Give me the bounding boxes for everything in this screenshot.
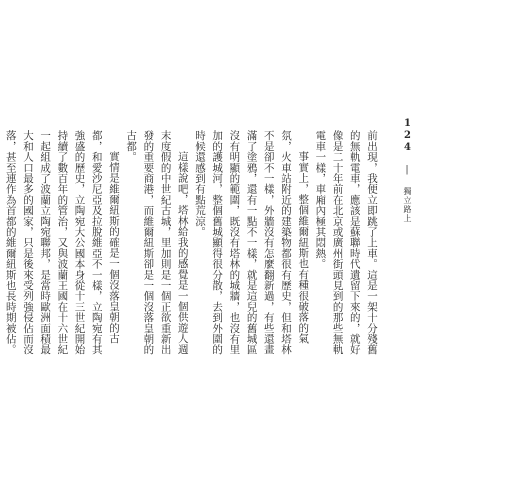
- paragraph-3: 這樣說吧，塔林給我的感覺是一個供遊人週末度假的中世紀古城，里加則是一個正欲重新出發的重要商港，而維爾紐斯卻是一個沒落皇朝的古都。: [125, 130, 189, 355]
- paragraph-4: 實情是維爾紐斯的確是一個沒落皇朝的古都，和愛沙尼亞及拉脫維亞不一樣，立陶宛有其強盛的歷史，立陶宛大公國本身從十三世紀開始持續了數百年的管治，又與波蘭王國在十六世紀一起組成了波蘭立陶宛聯邦，是當時歐洲面積最大和人口最多的國家，只是後來受列強侵佔而沒落，甚至連作為首都的維爾紐斯也長時期被佔。: [4, 130, 120, 355]
- paragraph-2: 事實上，整個維爾紐斯也有種很破落的氣氛，火車站附近的建築物都很有歷史，但和塔林不是卻不一樣，外牆沒有怎麼翻新過，有些還畫滿了塗鴉，還有一點不一樣，就是這兒的舊城區沒有明顯的範圍，既沒有塔林的城牆，也沒有里加的護城河，整個舊城顯得很分散，去到外圍的時候還感到有點荒涼。: [193, 130, 310, 355]
- running-header: [400, 118, 414, 223]
- header-separator: |: [402, 165, 412, 176]
- body-text: [4, 130, 380, 362]
- paragraph-1: 前出現，我便立即跳了上車。這是一架十分殘舊的無軌電車，應該是蘇聯時代遺留下來的，就好像是二十年前在北京或廣州街頭見到的那些無軌電車一樣，車廂內極其悶熱。: [314, 130, 378, 355]
- page-number: 124: [402, 118, 413, 154]
- running-title: 獨立路上: [403, 187, 412, 223]
